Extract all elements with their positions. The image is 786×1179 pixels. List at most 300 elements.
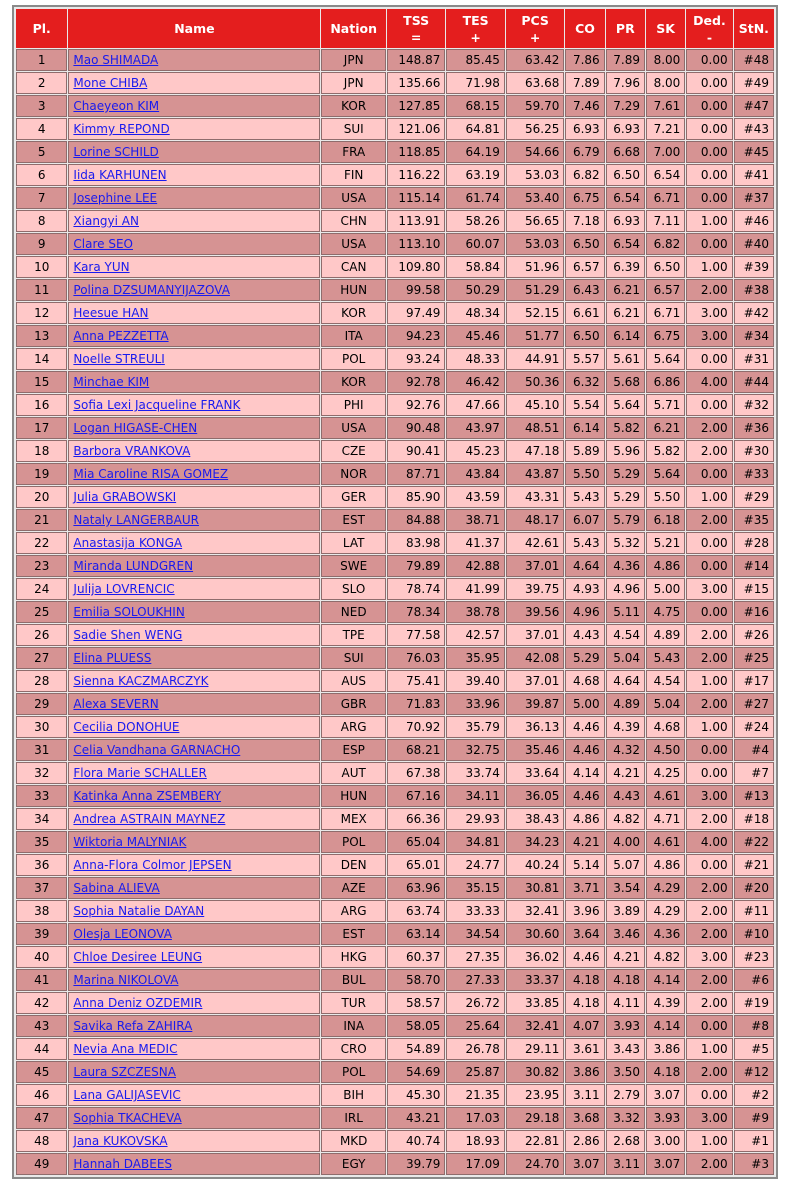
table-row <box>16 1084 774 1106</box>
cell-stn: #26 <box>734 624 774 646</box>
cell-co: 4.64 <box>565 555 604 577</box>
cell-stn: #30 <box>734 440 774 462</box>
skater-name-link[interactable]: Sadie Shen WENG <box>73 628 183 642</box>
cell-name <box>68 877 320 899</box>
cell-pcs: 37.01 <box>506 670 564 692</box>
skater-name-link[interactable]: Sienna KACZMARCZYK <box>73 674 209 688</box>
cell-tss: 115.14 <box>387 187 445 209</box>
cell-sk: 4.68 <box>646 716 685 738</box>
cell-pl: 49 <box>16 1153 67 1175</box>
cell-co: 6.61 <box>565 302 604 324</box>
cell-stn: #47 <box>734 95 774 117</box>
cell-tes: 47.66 <box>446 394 504 416</box>
skater-name-link[interactable]: Lorine SCHILD <box>73 145 159 159</box>
cell-co: 7.86 <box>565 49 604 71</box>
cell-sk: 5.43 <box>646 647 685 669</box>
cell-name <box>68 923 320 945</box>
skater-name-link[interactable]: Kimmy REPOND <box>73 122 170 136</box>
table-row <box>16 624 774 646</box>
column-header-operator: - <box>706 29 713 45</box>
cell-nation: LAT <box>321 532 386 554</box>
cell-tes: 48.33 <box>446 348 504 370</box>
table-row <box>16 1038 774 1060</box>
table-body <box>16 49 774 1175</box>
cell-tes: 38.78 <box>446 601 504 623</box>
cell-pr: 6.93 <box>606 210 645 232</box>
cell-co: 3.71 <box>565 877 604 899</box>
cell-sk: 4.82 <box>646 946 685 968</box>
cell-sk: 5.82 <box>646 440 685 462</box>
cell-co: 6.43 <box>565 279 604 301</box>
cell-ded: 3.00 <box>686 1107 732 1129</box>
cell-pr: 4.18 <box>606 969 645 991</box>
cell-co: 6.50 <box>565 233 604 255</box>
cell-ded: 1.00 <box>686 256 732 278</box>
cell-tss: 63.14 <box>387 923 445 945</box>
cell-co: 6.32 <box>565 371 604 393</box>
cell-name <box>68 210 320 232</box>
cell-pl: 46 <box>16 1084 67 1106</box>
cell-pcs: 37.01 <box>506 624 564 646</box>
skater-name-link[interactable]: Emilia SOLOUKHIN <box>73 605 185 619</box>
cell-nation: PHI <box>321 394 386 416</box>
cell-pl: 24 <box>16 578 67 600</box>
cell-pl: 25 <box>16 601 67 623</box>
cell-tss: 54.69 <box>387 1061 445 1083</box>
cell-sk: 4.14 <box>646 1015 685 1037</box>
cell-ded: 0.00 <box>686 532 732 554</box>
column-header-nation <box>321 9 386 48</box>
cell-tss: 94.23 <box>387 325 445 347</box>
cell-ded: 0.00 <box>686 72 732 94</box>
cell-name <box>68 233 320 255</box>
cell-ded: 2.00 <box>686 923 732 945</box>
cell-co: 3.96 <box>565 900 604 922</box>
cell-name <box>68 1107 320 1129</box>
cell-sk: 6.71 <box>646 302 685 324</box>
cell-name <box>68 808 320 830</box>
cell-name <box>68 1153 320 1175</box>
cell-tes: 34.54 <box>446 923 504 945</box>
cell-pcs: 42.61 <box>506 532 564 554</box>
skater-name-link[interactable]: Katinka Anna ZSEMBERY <box>73 789 222 803</box>
cell-pl: 40 <box>16 946 67 968</box>
cell-ded: 2.00 <box>686 900 732 922</box>
cell-ded: 2.00 <box>686 992 732 1014</box>
cell-name <box>68 854 320 876</box>
cell-stn: #16 <box>734 601 774 623</box>
cell-tss: 113.10 <box>387 233 445 255</box>
cell-tss: 40.74 <box>387 1130 445 1152</box>
cell-pl: 14 <box>16 348 67 370</box>
cell-tss: 54.89 <box>387 1038 445 1060</box>
cell-sk: 4.61 <box>646 785 685 807</box>
skater-name-link[interactable]: Noelle STREULI <box>73 352 165 366</box>
cell-tss: 97.49 <box>387 302 445 324</box>
cell-ded: 3.00 <box>686 578 732 600</box>
column-header-label: TES <box>462 12 489 28</box>
cell-tss: 93.24 <box>387 348 445 370</box>
table-row <box>16 509 774 531</box>
cell-tes: 26.78 <box>446 1038 504 1060</box>
cell-pr: 5.96 <box>606 440 645 462</box>
cell-stn: #5 <box>734 1038 774 1060</box>
cell-pcs: 51.96 <box>506 256 564 278</box>
table-row <box>16 969 774 991</box>
cell-pr: 6.21 <box>606 302 645 324</box>
cell-pcs: 22.81 <box>506 1130 564 1152</box>
cell-stn: #12 <box>734 1061 774 1083</box>
cell-pcs: 59.70 <box>506 95 564 117</box>
table-row <box>16 785 774 807</box>
cell-sk: 6.71 <box>646 187 685 209</box>
column-header-label: Ded. <box>693 12 726 28</box>
skater-name-link[interactable]: Julia GRABOWSKI <box>73 490 177 504</box>
skater-name-link[interactable]: Anna PEZZETTA <box>73 329 169 343</box>
skater-name-link[interactable]: Wiktoria MALYNIAK <box>73 835 187 849</box>
cell-stn: #10 <box>734 923 774 945</box>
cell-ded: 2.00 <box>686 969 732 991</box>
cell-ded: 3.00 <box>686 325 732 347</box>
table-row <box>16 210 774 232</box>
cell-stn: #23 <box>734 946 774 968</box>
cell-stn: #18 <box>734 808 774 830</box>
cell-pr: 7.89 <box>606 49 645 71</box>
cell-tes: 43.59 <box>446 486 504 508</box>
table-row <box>16 601 774 623</box>
skater-name-link[interactable]: Anna-Flora Colmor JEPSEN <box>73 858 232 872</box>
cell-name <box>68 394 320 416</box>
skater-name-link[interactable]: Miranda LUNDGREN <box>73 559 194 573</box>
cell-tes: 46.42 <box>446 371 504 393</box>
cell-tes: 41.37 <box>446 532 504 554</box>
cell-name <box>68 716 320 738</box>
skater-name-link[interactable]: Julija LOVRENCIC <box>73 582 175 596</box>
cell-co: 3.07 <box>565 1153 604 1175</box>
cell-name <box>68 256 320 278</box>
cell-pr: 6.21 <box>606 279 645 301</box>
skater-name-link[interactable]: Logan HIGASE-CHEN <box>73 421 198 435</box>
cell-tss: 121.06 <box>387 118 445 140</box>
cell-co: 3.86 <box>565 1061 604 1083</box>
cell-nation: GBR <box>321 693 386 715</box>
cell-nation: CZE <box>321 440 386 462</box>
cell-pcs: 54.66 <box>506 141 564 163</box>
cell-pcs: 45.10 <box>506 394 564 416</box>
skater-name-link[interactable]: Laura SZCZESNA <box>73 1065 176 1079</box>
cell-sk: 6.86 <box>646 371 685 393</box>
cell-sk: 4.71 <box>646 808 685 830</box>
cell-stn: #9 <box>734 1107 774 1129</box>
cell-tes: 43.84 <box>446 463 504 485</box>
cell-tes: 35.15 <box>446 877 504 899</box>
cell-tss: 58.05 <box>387 1015 445 1037</box>
cell-pl: 31 <box>16 739 67 761</box>
cell-sk: 3.93 <box>646 1107 685 1129</box>
skater-name-link[interactable]: Kara YUN <box>73 260 130 274</box>
cell-tes: 33.96 <box>446 693 504 715</box>
cell-nation: ESP <box>321 739 386 761</box>
cell-co: 5.29 <box>565 647 604 669</box>
cell-name <box>68 831 320 853</box>
cell-tss: 92.76 <box>387 394 445 416</box>
column-header-operator: + <box>470 29 481 45</box>
cell-name <box>68 302 320 324</box>
cell-ded: 4.00 <box>686 831 732 853</box>
table-row <box>16 141 774 163</box>
skater-name-link[interactable]: Jana KUKOVSKA <box>73 1134 168 1148</box>
cell-sk: 8.00 <box>646 49 685 71</box>
cell-stn: #28 <box>734 532 774 554</box>
results-table <box>15 8 775 1176</box>
cell-tes: 39.40 <box>446 670 504 692</box>
cell-pcs: 56.25 <box>506 118 564 140</box>
skater-name-link[interactable]: Iida KARHUNEN <box>73 168 167 182</box>
cell-sk: 3.07 <box>646 1153 685 1175</box>
cell-nation: FRA <box>321 141 386 163</box>
cell-co: 4.43 <box>565 624 604 646</box>
cell-tss: 127.85 <box>387 95 445 117</box>
cell-pl: 6 <box>16 164 67 186</box>
table-header-row <box>16 9 774 48</box>
skater-name-link[interactable]: Chloe Desiree LEUNG <box>73 950 203 964</box>
cell-stn: #3 <box>734 1153 774 1175</box>
cell-pl: 23 <box>16 555 67 577</box>
skater-name-link[interactable]: Heesue HAN <box>73 306 149 320</box>
cell-tss: 39.79 <box>387 1153 445 1175</box>
cell-ded: 0.00 <box>686 233 732 255</box>
cell-pcs: 39.87 <box>506 693 564 715</box>
cell-nation: GER <box>321 486 386 508</box>
cell-tss: 63.96 <box>387 877 445 899</box>
cell-pl: 18 <box>16 440 67 462</box>
cell-tss: 65.01 <box>387 854 445 876</box>
cell-tss: 90.41 <box>387 440 445 462</box>
skater-name-link[interactable]: Mao SHIMADA <box>73 53 159 67</box>
skater-name-link[interactable]: Chaeyeon KIM <box>73 99 160 113</box>
cell-name <box>68 762 320 784</box>
cell-tss: 78.74 <box>387 578 445 600</box>
skater-name-link[interactable]: Nataly LANGERBAUR <box>73 513 199 527</box>
skater-name-link[interactable]: Mia Caroline RISA GOMEZ <box>73 467 229 481</box>
cell-co: 4.18 <box>565 969 604 991</box>
cell-name <box>68 946 320 968</box>
cell-tss: 67.16 <box>387 785 445 807</box>
cell-ded: 2.00 <box>686 877 732 899</box>
skater-name-link[interactable]: Savika Refa ZAHIRA <box>73 1019 193 1033</box>
cell-sk: 6.54 <box>646 164 685 186</box>
cell-pr: 4.11 <box>606 992 645 1014</box>
cell-ded: 2.00 <box>686 279 732 301</box>
cell-pcs: 52.15 <box>506 302 564 324</box>
cell-sk: 5.64 <box>646 463 685 485</box>
cell-sk: 4.54 <box>646 670 685 692</box>
cell-stn: #20 <box>734 877 774 899</box>
skater-name-link[interactable]: Lana GALIJASEVIC <box>73 1088 181 1102</box>
cell-stn: #2 <box>734 1084 774 1106</box>
cell-stn: #45 <box>734 141 774 163</box>
cell-name <box>68 1084 320 1106</box>
column-header-pl <box>16 9 67 48</box>
cell-ded: 0.00 <box>686 49 732 71</box>
cell-tss: 90.48 <box>387 417 445 439</box>
cell-tes: 33.33 <box>446 900 504 922</box>
cell-stn: #11 <box>734 900 774 922</box>
cell-stn: #34 <box>734 325 774 347</box>
cell-sk: 7.21 <box>646 118 685 140</box>
cell-pl: 47 <box>16 1107 67 1129</box>
cell-tes: 32.75 <box>446 739 504 761</box>
cell-stn: #22 <box>734 831 774 853</box>
cell-stn: #48 <box>734 49 774 71</box>
cell-sk: 4.29 <box>646 877 685 899</box>
skater-name-link[interactable]: Polina DZSUMANYIJAZOVA <box>73 283 230 297</box>
cell-tes: 63.19 <box>446 164 504 186</box>
cell-nation: SLO <box>321 578 386 600</box>
cell-sk: 6.21 <box>646 417 685 439</box>
cell-pr: 5.29 <box>606 463 645 485</box>
cell-name <box>68 532 320 554</box>
cell-pl: 37 <box>16 877 67 899</box>
skater-name-link[interactable]: Alexa SEVERN <box>73 697 159 711</box>
cell-tes: 35.79 <box>446 716 504 738</box>
cell-tes: 45.23 <box>446 440 504 462</box>
cell-stn: #46 <box>734 210 774 232</box>
skater-name-link[interactable]: Barbora VRANKOVA <box>73 444 191 458</box>
cell-stn: #38 <box>734 279 774 301</box>
cell-ded: 0.00 <box>686 762 732 784</box>
cell-stn: #41 <box>734 164 774 186</box>
results-table-frame <box>12 5 778 1179</box>
cell-pr: 7.29 <box>606 95 645 117</box>
cell-sk: 5.71 <box>646 394 685 416</box>
skater-name-link[interactable]: Hannah DABEES <box>73 1157 173 1171</box>
cell-sk: 3.00 <box>646 1130 685 1152</box>
cell-name <box>68 624 320 646</box>
skater-name-link[interactable]: Cecilia DONOHUE <box>73 720 180 734</box>
cell-pr: 6.14 <box>606 325 645 347</box>
cell-sk: 5.04 <box>646 693 685 715</box>
cell-pr: 5.32 <box>606 532 645 554</box>
skater-name-link[interactable]: Andrea ASTRAIN MAYNEZ <box>73 812 226 826</box>
cell-sk: 4.61 <box>646 831 685 853</box>
skater-name-link[interactable]: Sofia Lexi Jacqueline FRANK <box>73 398 241 412</box>
skater-name-link[interactable]: Nevia Ana MEDIC <box>73 1042 178 1056</box>
column-header-label: PCS <box>521 12 549 28</box>
cell-tes: 42.88 <box>446 555 504 577</box>
cell-co: 4.46 <box>565 946 604 968</box>
cell-tes: 38.71 <box>446 509 504 531</box>
table-row <box>16 394 774 416</box>
cell-pcs: 33.64 <box>506 762 564 784</box>
cell-tes: 61.74 <box>446 187 504 209</box>
skater-name-link[interactable]: Mone CHIBA <box>73 76 148 90</box>
cell-nation: AUT <box>321 762 386 784</box>
cell-sk: 3.07 <box>646 1084 685 1106</box>
skater-name-link[interactable]: Celia Vandhana GARNACHO <box>73 743 241 757</box>
skater-name-link[interactable]: Flora Marie SCHALLER <box>73 766 207 780</box>
cell-pr: 3.89 <box>606 900 645 922</box>
table-row <box>16 555 774 577</box>
cell-pcs: 33.37 <box>506 969 564 991</box>
cell-pl: 29 <box>16 693 67 715</box>
cell-pcs: 48.17 <box>506 509 564 531</box>
skater-name-link[interactable]: Minchae KIM <box>73 375 150 389</box>
cell-nation: SUI <box>321 118 386 140</box>
skater-name-link[interactable]: Sophia TKACHEVA <box>73 1111 182 1125</box>
skater-name-link[interactable]: Anastasija KONGA <box>73 536 183 550</box>
table-row <box>16 279 774 301</box>
cell-tss: 66.36 <box>387 808 445 830</box>
cell-tes: 29.93 <box>446 808 504 830</box>
cell-pr: 4.32 <box>606 739 645 761</box>
table-row <box>16 762 774 784</box>
cell-pr: 6.54 <box>606 233 645 255</box>
cell-stn: #7 <box>734 762 774 784</box>
cell-pl: 42 <box>16 992 67 1014</box>
cell-name <box>68 647 320 669</box>
skater-name-link[interactable]: Clare SEO <box>73 237 133 251</box>
skater-name-link[interactable]: Elina PLUESS <box>73 651 152 665</box>
cell-sk: 7.00 <box>646 141 685 163</box>
cell-name <box>68 440 320 462</box>
cell-nation: SWE <box>321 555 386 577</box>
cell-pcs: 38.43 <box>506 808 564 830</box>
cell-ded: 4.00 <box>686 371 732 393</box>
table-row <box>16 716 774 738</box>
skater-name-link[interactable]: Sabina ALIEVA <box>73 881 160 895</box>
cell-pcs: 63.42 <box>506 49 564 71</box>
cell-tes: 85.45 <box>446 49 504 71</box>
skater-name-link[interactable]: Josephine LEE <box>73 191 158 205</box>
cell-sk: 6.18 <box>646 509 685 531</box>
skater-name-link[interactable]: Anna Deniz OZDEMIR <box>73 996 203 1010</box>
cell-pr: 4.39 <box>606 716 645 738</box>
cell-pcs: 30.60 <box>506 923 564 945</box>
cell-name <box>68 325 320 347</box>
skater-name-link[interactable]: Olesja LEONOVA <box>73 927 172 941</box>
cell-ded: 1.00 <box>686 210 732 232</box>
cell-name <box>68 95 320 117</box>
cell-pcs: 23.95 <box>506 1084 564 1106</box>
cell-co: 4.93 <box>565 578 604 600</box>
skater-name-link[interactable]: Xiangyi AN <box>73 214 139 228</box>
cell-name <box>68 187 320 209</box>
cell-nation: JPN <box>321 49 386 71</box>
table-row <box>16 164 774 186</box>
cell-sk: 5.00 <box>646 578 685 600</box>
cell-pcs: 32.41 <box>506 900 564 922</box>
cell-co: 4.46 <box>565 739 604 761</box>
column-header-label: Name <box>174 21 215 36</box>
cell-pcs: 36.02 <box>506 946 564 968</box>
cell-tss: 71.83 <box>387 693 445 715</box>
cell-pcs: 36.05 <box>506 785 564 807</box>
cell-ded: 0.00 <box>686 141 732 163</box>
cell-pr: 5.64 <box>606 394 645 416</box>
cell-pl: 33 <box>16 785 67 807</box>
cell-pcs: 51.29 <box>506 279 564 301</box>
cell-pr: 6.50 <box>606 164 645 186</box>
cell-pr: 3.54 <box>606 877 645 899</box>
cell-pl: 28 <box>16 670 67 692</box>
cell-pcs: 53.03 <box>506 164 564 186</box>
cell-pcs: 50.36 <box>506 371 564 393</box>
skater-name-link[interactable]: Marina NIKOLOVA <box>73 973 179 987</box>
cell-ded: 3.00 <box>686 946 732 968</box>
skater-name-link[interactable]: Sophia Natalie DAYAN <box>73 904 205 918</box>
table-row <box>16 693 774 715</box>
